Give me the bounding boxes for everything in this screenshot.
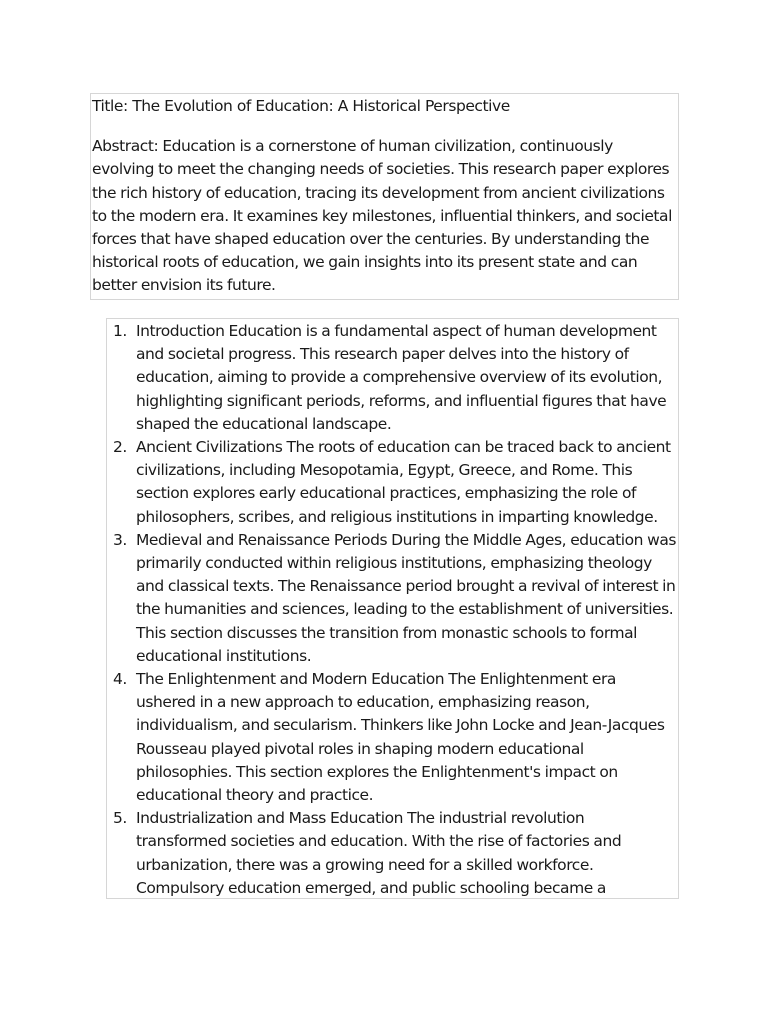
list-number: 5. <box>113 809 127 828</box>
section-item-enlightenment <box>107 668 678 807</box>
section-text: The Enlightenment and Modern Education The Enlightenment era ushered in a new approach to education, emphasizing reason, individualism, and secularism. Thinkers like John Locke and Jean-Jacques Rousseau played pivotal roles in shaping modern educational philosophies. This section explores the Enlightenment's impact on educational theory and practice. <box>136 670 665 805</box>
section-text: Industrialization and Mass Education The industrial revolution transformed societies and education. With the rise of factories and urbanization, there was a growing need for a skilled workforce. Compulsory education emerged, and public schooling became a <box>136 809 622 897</box>
abstract-paragraph: Abstract: Education is a cornerstone of human civilization, continuously evolving to meet the changing needs of societies. This research paper explores the rich history of education, tracing its development from ancient civilizations to the modern era. It examines key milestones, influential thinkers, and societal forces that have shaped education over the centuries. By understanding the historical roots of education, we gain insights into its present state and can better envision its future. <box>92 137 672 295</box>
document-title: Title: The Evolution of Education: A Historical Perspective <box>92 97 510 115</box>
section-text: Introduction Education is a fundamental aspect of human development and societal progress. This research paper delves into the history of education, aiming to provide a comprehensive overview of its evolution, highlighting significant periods, reforms, and influential figures that have shaped the educational landscape. <box>136 322 667 433</box>
section-item-introduction <box>107 320 678 436</box>
list-number: 1. <box>113 322 127 340</box>
list-number: 4. <box>113 670 127 689</box>
section-text: Ancient Civilizations The roots of education can be traced back to ancient civilizations, including Mesopotamia, Egypt, Greece, and Rome. This section explores early educational practices, emphasizing the role of philosophers, scribes, and religious institutions in imparting knowledge. <box>136 438 671 526</box>
section-item-ancient-civilizations <box>107 436 678 529</box>
title-abstract-box <box>90 93 679 300</box>
section-text: Medieval and Renaissance Periods During the Middle Ages, education was primarily conducted within religious institutions, emphasizing theology and classical texts. The Renaissance period brought a revival of interest in the humanities and sciences, leading to the establishment of universities. This section discusses the transition from monastic schools to formal educational institutions. <box>136 530 677 665</box>
section-item-industrialization <box>107 807 678 899</box>
sections-list <box>107 320 678 899</box>
section-item-medieval-renaissance <box>107 529 678 668</box>
list-number: 3. <box>113 530 127 549</box>
sections-list-box <box>106 318 679 899</box>
list-number: 2. <box>113 438 127 457</box>
